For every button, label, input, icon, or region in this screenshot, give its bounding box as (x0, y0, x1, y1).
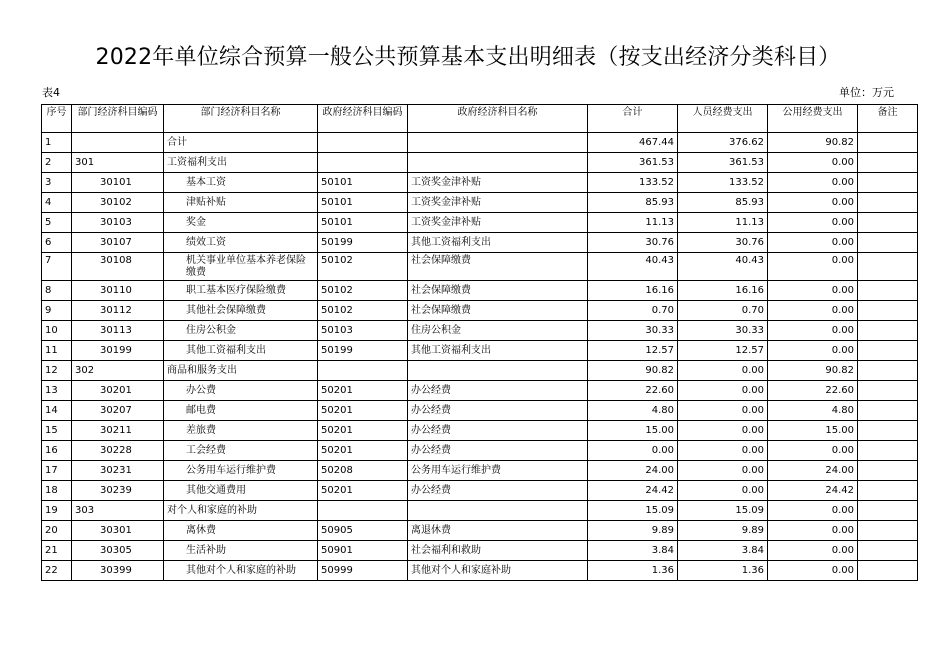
cell-public: 0.00 (768, 321, 858, 341)
cell-gov-code: 50905 (318, 521, 408, 541)
cell-dept-code: 30102 (72, 193, 164, 213)
cell-gov-code: 50102 (318, 301, 408, 321)
cell-public: 0.00 (768, 153, 858, 173)
cell-total: 9.89 (588, 521, 678, 541)
cell-dept-name: 住房公积金 (164, 321, 318, 341)
cell-dept-code: 30199 (72, 341, 164, 361)
cell-public: 0.00 (768, 173, 858, 193)
table-row (42, 401, 918, 421)
cell-total: 12.57 (588, 341, 678, 361)
cell-total: 0.00 (588, 441, 678, 461)
cell-remark (858, 341, 918, 361)
cell-personnel: 16.16 (678, 281, 768, 301)
cell-public: 0.00 (768, 561, 858, 581)
cell-total: 22.60 (588, 381, 678, 401)
cell-dept-code: 301 (72, 153, 164, 173)
cell-gov-name: 办公经费 (408, 401, 588, 421)
cell-dept-name: 奖金 (164, 213, 318, 233)
cell-public: 0.00 (768, 541, 858, 561)
cell-seq: 3 (42, 173, 72, 193)
cell-seq: 18 (42, 481, 72, 501)
cell-dept-code: 30305 (72, 541, 164, 561)
cell-total: 24.42 (588, 481, 678, 501)
cell-total: 85.93 (588, 193, 678, 213)
cell-remark (858, 321, 918, 341)
cell-personnel: 12.57 (678, 341, 768, 361)
cell-seq: 13 (42, 381, 72, 401)
cell-personnel: 0.70 (678, 301, 768, 321)
cell-seq: 21 (42, 541, 72, 561)
cell-gov-name: 其他工资福利支出 (408, 233, 588, 253)
cell-dept-name: 职工基本医疗保险缴费 (164, 281, 318, 301)
cell-remark (858, 521, 918, 541)
cell-dept-code: 30228 (72, 441, 164, 461)
cell-public: 90.82 (768, 361, 858, 381)
cell-gov-name: 社会福利和救助 (408, 541, 588, 561)
cell-dept-name: 合计 (164, 133, 318, 153)
cell-remark (858, 441, 918, 461)
cell-personnel: 0.00 (678, 481, 768, 501)
cell-total: 467.44 (588, 133, 678, 153)
table-row (42, 281, 918, 301)
cell-seq: 4 (42, 193, 72, 213)
header-gov-code: 政府经济科目编码 (318, 105, 408, 133)
cell-gov-name: 住房公积金 (408, 321, 588, 341)
cell-dept-name: 其他工资福利支出 (164, 341, 318, 361)
cell-dept-code: 30107 (72, 233, 164, 253)
cell-remark (858, 253, 918, 281)
cell-gov-code: 50101 (318, 173, 408, 193)
cell-dept-code: 30112 (72, 301, 164, 321)
cell-seq: 17 (42, 461, 72, 481)
cell-seq: 5 (42, 213, 72, 233)
cell-dept-name: 绩效工资 (164, 233, 318, 253)
cell-public: 0.00 (768, 193, 858, 213)
cell-total: 90.82 (588, 361, 678, 381)
header-seq: 序号 (42, 105, 72, 133)
header-row (42, 105, 918, 133)
cell-dept-code: 30103 (72, 213, 164, 233)
cell-public: 0.00 (768, 501, 858, 521)
cell-seq: 9 (42, 301, 72, 321)
cell-public: 0.00 (768, 281, 858, 301)
cell-public: 0.00 (768, 341, 858, 361)
table-row (42, 481, 918, 501)
cell-dept-name: 其他对个人和家庭的补助 (164, 561, 318, 581)
cell-seq: 19 (42, 501, 72, 521)
table-row (42, 253, 918, 281)
cell-public: 0.00 (768, 301, 858, 321)
cell-gov-name: 工资奖金津补贴 (408, 213, 588, 233)
cell-dept-code: 30110 (72, 281, 164, 301)
cell-remark (858, 233, 918, 253)
cell-gov-code: 50201 (318, 481, 408, 501)
cell-gov-name: 办公经费 (408, 421, 588, 441)
table-row (42, 521, 918, 541)
cell-dept-name: 机关事业单位基本养老保险缴费 (164, 253, 318, 281)
cell-remark (858, 213, 918, 233)
cell-public: 0.00 (768, 521, 858, 541)
unit-label: 单位：万元 (839, 86, 894, 99)
cell-dept-name: 办公费 (164, 381, 318, 401)
cell-gov-name: 社会保障缴费 (408, 301, 588, 321)
cell-seq: 12 (42, 361, 72, 381)
cell-personnel: 85.93 (678, 193, 768, 213)
cell-gov-name: 其他对个人和家庭补助 (408, 561, 588, 581)
cell-gov-code: 50201 (318, 401, 408, 421)
cell-personnel: 0.00 (678, 381, 768, 401)
cell-gov-code: 50103 (318, 321, 408, 341)
cell-remark (858, 401, 918, 421)
cell-dept-code (72, 133, 164, 153)
cell-gov-code: 50201 (318, 421, 408, 441)
cell-dept-name: 邮电费 (164, 401, 318, 421)
header-personnel: 人员经费支出 (678, 105, 768, 133)
cell-public: 0.00 (768, 441, 858, 461)
cell-gov-code: 50101 (318, 193, 408, 213)
cell-gov-name (408, 153, 588, 173)
cell-personnel: 133.52 (678, 173, 768, 193)
cell-seq: 11 (42, 341, 72, 361)
cell-total: 40.43 (588, 253, 678, 281)
cell-gov-code: 50999 (318, 561, 408, 581)
cell-gov-code: 50102 (318, 253, 408, 281)
cell-personnel: 9.89 (678, 521, 768, 541)
cell-seq: 2 (42, 153, 72, 173)
cell-total: 15.09 (588, 501, 678, 521)
table-row (42, 193, 918, 213)
table-row (42, 213, 918, 233)
cell-personnel: 11.13 (678, 213, 768, 233)
cell-gov-code (318, 361, 408, 381)
cell-dept-code: 30239 (72, 481, 164, 501)
cell-dept-code: 303 (72, 501, 164, 521)
cell-remark (858, 501, 918, 521)
cell-dept-name: 生活补助 (164, 541, 318, 561)
table-row (42, 501, 918, 521)
cell-gov-code (318, 133, 408, 153)
table-row (42, 561, 918, 581)
cell-dept-code: 30201 (72, 381, 164, 401)
cell-personnel: 0.00 (678, 461, 768, 481)
cell-gov-name (408, 361, 588, 381)
cell-remark (858, 193, 918, 213)
table-row (42, 153, 918, 173)
cell-dept-code: 30108 (72, 253, 164, 281)
cell-total: 361.53 (588, 153, 678, 173)
header-dept-name: 部门经济科目名称 (164, 105, 318, 133)
cell-remark (858, 153, 918, 173)
cell-dept-name: 离休费 (164, 521, 318, 541)
cell-public: 0.00 (768, 233, 858, 253)
cell-dept-name: 工会经费 (164, 441, 318, 461)
cell-total: 11.13 (588, 213, 678, 233)
cell-total: 30.33 (588, 321, 678, 341)
cell-dept-name: 其他社会保障缴费 (164, 301, 318, 321)
cell-total: 16.16 (588, 281, 678, 301)
cell-gov-name: 社会保障缴费 (408, 253, 588, 281)
cell-total: 0.70 (588, 301, 678, 321)
cell-gov-name: 社会保障缴费 (408, 281, 588, 301)
cell-total: 133.52 (588, 173, 678, 193)
page-title: 2022年单位综合预算一般公共预算基本支出明细表（按支出经济分类科目） (95, 45, 841, 70)
cell-personnel: 1.36 (678, 561, 768, 581)
cell-gov-code: 50201 (318, 441, 408, 461)
cell-dept-code: 30207 (72, 401, 164, 421)
cell-total: 1.36 (588, 561, 678, 581)
table-row (42, 441, 918, 461)
cell-total: 24.00 (588, 461, 678, 481)
cell-personnel: 40.43 (678, 253, 768, 281)
cell-total: 3.84 (588, 541, 678, 561)
cell-total: 30.76 (588, 233, 678, 253)
cell-seq: 7 (42, 253, 72, 281)
cell-gov-code: 50901 (318, 541, 408, 561)
header-public: 公用经费支出 (768, 105, 858, 133)
table-row (42, 133, 918, 153)
cell-remark (858, 361, 918, 381)
cell-gov-name: 工资奖金津补贴 (408, 173, 588, 193)
table-row (42, 381, 918, 401)
cell-gov-name (408, 133, 588, 153)
cell-dept-code: 30301 (72, 521, 164, 541)
cell-remark (858, 301, 918, 321)
cell-personnel: 30.33 (678, 321, 768, 341)
cell-remark (858, 421, 918, 441)
table-row (42, 461, 918, 481)
cell-public: 22.60 (768, 381, 858, 401)
cell-dept-name: 工资福利支出 (164, 153, 318, 173)
cell-gov-name: 其他工资福利支出 (408, 341, 588, 361)
cell-seq: 6 (42, 233, 72, 253)
cell-remark (858, 381, 918, 401)
cell-personnel: 0.00 (678, 441, 768, 461)
cell-personnel: 30.76 (678, 233, 768, 253)
cell-dept-name: 对个人和家庭的补助 (164, 501, 318, 521)
cell-seq: 14 (42, 401, 72, 421)
cell-seq: 16 (42, 441, 72, 461)
cell-personnel: 15.09 (678, 501, 768, 521)
cell-gov-name: 工资奖金津补贴 (408, 193, 588, 213)
cell-personnel: 3.84 (678, 541, 768, 561)
cell-personnel: 0.00 (678, 421, 768, 441)
cell-dept-code: 30211 (72, 421, 164, 441)
cell-total: 15.00 (588, 421, 678, 441)
cell-personnel: 376.62 (678, 133, 768, 153)
cell-personnel: 0.00 (678, 361, 768, 381)
cell-gov-name: 离退休费 (408, 521, 588, 541)
table-number: 表4 (42, 86, 60, 99)
cell-remark (858, 173, 918, 193)
cell-gov-name: 办公经费 (408, 441, 588, 461)
cell-public: 0.00 (768, 213, 858, 233)
cell-gov-name: 公务用车运行维护费 (408, 461, 588, 481)
cell-personnel: 0.00 (678, 401, 768, 421)
cell-gov-code: 50201 (318, 381, 408, 401)
cell-gov-code (318, 501, 408, 521)
cell-dept-code: 30101 (72, 173, 164, 193)
table-row (42, 321, 918, 341)
cell-remark (858, 561, 918, 581)
header-total: 合计 (588, 105, 678, 133)
cell-seq: 8 (42, 281, 72, 301)
cell-gov-code: 50199 (318, 233, 408, 253)
cell-gov-name (408, 501, 588, 521)
cell-seq: 1 (42, 133, 72, 153)
cell-public: 24.00 (768, 461, 858, 481)
cell-dept-name: 基本工资 (164, 173, 318, 193)
cell-gov-name: 办公经费 (408, 481, 588, 501)
cell-remark (858, 281, 918, 301)
cell-seq: 15 (42, 421, 72, 441)
cell-dept-code: 30231 (72, 461, 164, 481)
cell-seq: 22 (42, 561, 72, 581)
header-gov-name: 政府经济科目名称 (408, 105, 588, 133)
cell-gov-code: 50208 (318, 461, 408, 481)
cell-gov-code (318, 153, 408, 173)
budget-table (41, 104, 918, 581)
cell-public: 4.80 (768, 401, 858, 421)
cell-dept-name: 差旅费 (164, 421, 318, 441)
cell-gov-code: 50199 (318, 341, 408, 361)
cell-dept-code: 30399 (72, 561, 164, 581)
cell-gov-name: 办公经费 (408, 381, 588, 401)
header-dept-code: 部门经济科目编码 (72, 105, 164, 133)
table-row (42, 361, 918, 381)
cell-dept-name: 公务用车运行维护费 (164, 461, 318, 481)
header-remark: 备注 (858, 105, 918, 133)
cell-personnel: 361.53 (678, 153, 768, 173)
cell-remark (858, 481, 918, 501)
cell-dept-name: 津贴补贴 (164, 193, 318, 213)
cell-seq: 20 (42, 521, 72, 541)
cell-dept-code: 30113 (72, 321, 164, 341)
table-row (42, 541, 918, 561)
table-row (42, 421, 918, 441)
cell-public: 15.00 (768, 421, 858, 441)
cell-remark (858, 133, 918, 153)
cell-gov-code: 50101 (318, 213, 408, 233)
cell-dept-code: 302 (72, 361, 164, 381)
table-row (42, 233, 918, 253)
cell-dept-name: 商品和服务支出 (164, 361, 318, 381)
table-row (42, 341, 918, 361)
cell-public: 24.42 (768, 481, 858, 501)
table-row (42, 301, 918, 321)
cell-public: 0.00 (768, 253, 858, 281)
cell-total: 4.80 (588, 401, 678, 421)
cell-remark (858, 461, 918, 481)
cell-seq: 10 (42, 321, 72, 341)
table-row (42, 173, 918, 193)
cell-dept-name: 其他交通费用 (164, 481, 318, 501)
cell-public: 90.82 (768, 133, 858, 153)
cell-remark (858, 541, 918, 561)
cell-gov-code: 50102 (318, 281, 408, 301)
